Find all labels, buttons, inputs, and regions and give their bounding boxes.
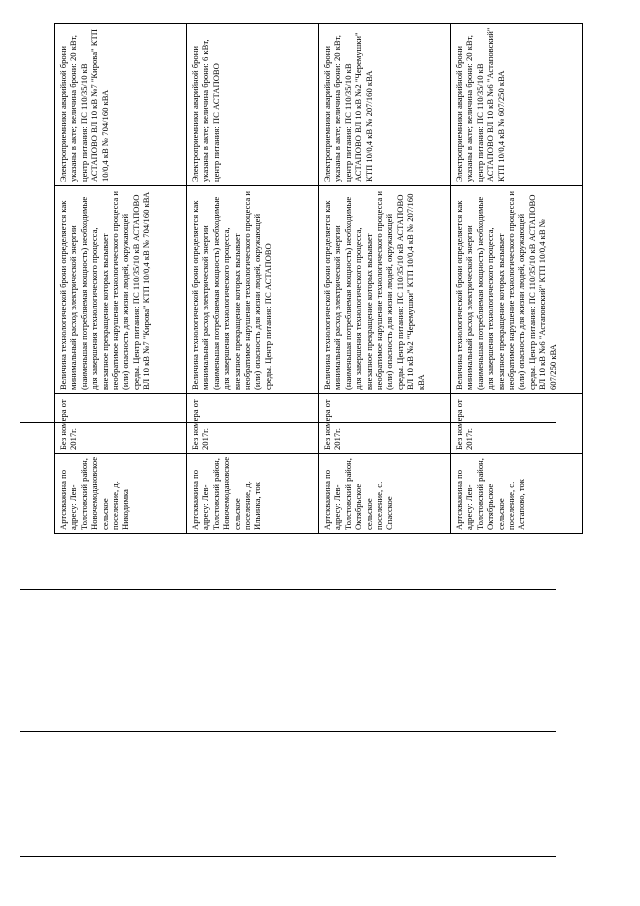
- number-cell: Без номера от 2017г.: [187, 394, 319, 454]
- address-cell: Артскважина по адресу: Лев-Толстовский район, Октябрьское сельское поселение, с. Астапово, ток: [451, 454, 583, 534]
- table-row: [319, 24, 451, 534]
- description-cell: Величина технологической брони определяется как минимальный расход электрической энергии (наименьшая потребляемая мощность) необходимые для завершения технологического процесса, внезапное прекращение которых вызывает необратимое нарушение технологического процесса и (или) опасность для жизни людей, окружающей среды. Центр питания: ПС АСТАПОВО: [187, 186, 319, 394]
- emergency-cell: Электроприемники аварийной брони указаны в акте; величина брони: 20 кВт, центр питания: ПС 110/35/10 кВ АСТАПОВО ВЛ 10 кВ №2 "Черемушки" КТП 10/0,4 кВ № 207/160 кВА: [319, 24, 451, 186]
- emergency-cell: Электроприемники аварийной брони указаны в акте; величина брони: 6 кВт, центр питания: ПС АСТАПОВО: [187, 24, 319, 186]
- reservation-table: [54, 23, 583, 534]
- divider-line: [20, 856, 556, 857]
- table-row: [55, 24, 187, 534]
- divider-line: [20, 589, 556, 590]
- divider-line: [20, 422, 556, 423]
- table-row: [187, 24, 319, 534]
- address-cell: Артскважина по адресу: Лев-Толстовский район, Новочемодановское сельское поселение, д. Ильинка, ток: [187, 454, 319, 534]
- number-cell: Без номера от 2017г.: [319, 394, 451, 454]
- table-row: [451, 24, 583, 534]
- divider-line: [20, 731, 556, 732]
- number-cell: Без номера от 2017г.: [451, 394, 583, 454]
- address-cell: Артскважина по адресу: Лев-Толстовский район, Октябрьское сельское поселение, с. Спасское: [319, 454, 451, 534]
- number-cell: Без номера от 2017г.: [55, 394, 187, 454]
- description-cell: Величина технологической брони определяется как минимальный расход электрической энергии (наименьшая потребляемая мощность) необходимые для завершения технологического процесса, внезапное прекращение которых вызывает необратимое нарушение технологического процесса и (или) опасность для жизни людей, окружающей среды. Центр питания: ПС 110/35/10 кВ АСТАПОВО ВЛ 10 кВ №7 "Кирова" КТП 10/0,4 кВ № 704/160 кВА: [55, 186, 187, 394]
- address-cell: Артскважина по адресу: Лев-Толстовский район, Новочемодановское сельское поселение, д. Никодимка: [55, 454, 187, 534]
- emergency-cell: Электроприемники аварийной брони указаны в акте; величина брони: 20 кВт, центр питания: ПС 110/35/10 кВ АСТАПОВО ВЛ 10 кВ №6 "Астаповский" КТП 10/0,4 кВ № 607/250 кВА: [451, 24, 583, 186]
- description-cell: Величина технологической брони определяется как минимальный расход электрической энергии (наименьшая потребляемая мощность) необходимые для завершения технологического процесса, внезапное прекращение которых вызывает необратимое нарушение технологического процесса и (или) опасность для жизни людей, окружающей среды. Центр питания: ПС 110/35/10 кВ АСТАПОВО ВЛ 10 кВ №2 "Черемушки" КТП 10/0,4 кВ № 207/160 кВА: [319, 186, 451, 394]
- description-cell: Величина технологической брони определяется как минимальный расход электрической энергии (наименьшая потребляемая мощность) необходимые для завершения технологического процесса, внезапное прекращение которых вызывает необратимое нарушение технологического процесса и (или) опасность для жизни людей, окружающей среды. Центр питания: ПС 110/35/10 кВ АСТАПОВО ВЛ 10 кВ №6 "Астаповский" КТП 10/0,4 кВ № 607/250 кВА: [451, 186, 583, 394]
- emergency-cell: Электроприемники аварийной брони указаны в акте; величина брони: 20 кВт, центр питания: ПС 110/35/10 кВ АСТАПОВО ВЛ 10 кВ №7 "Кирова" КТП 10/0,4 кВ № 704/160 кВА: [55, 24, 187, 186]
